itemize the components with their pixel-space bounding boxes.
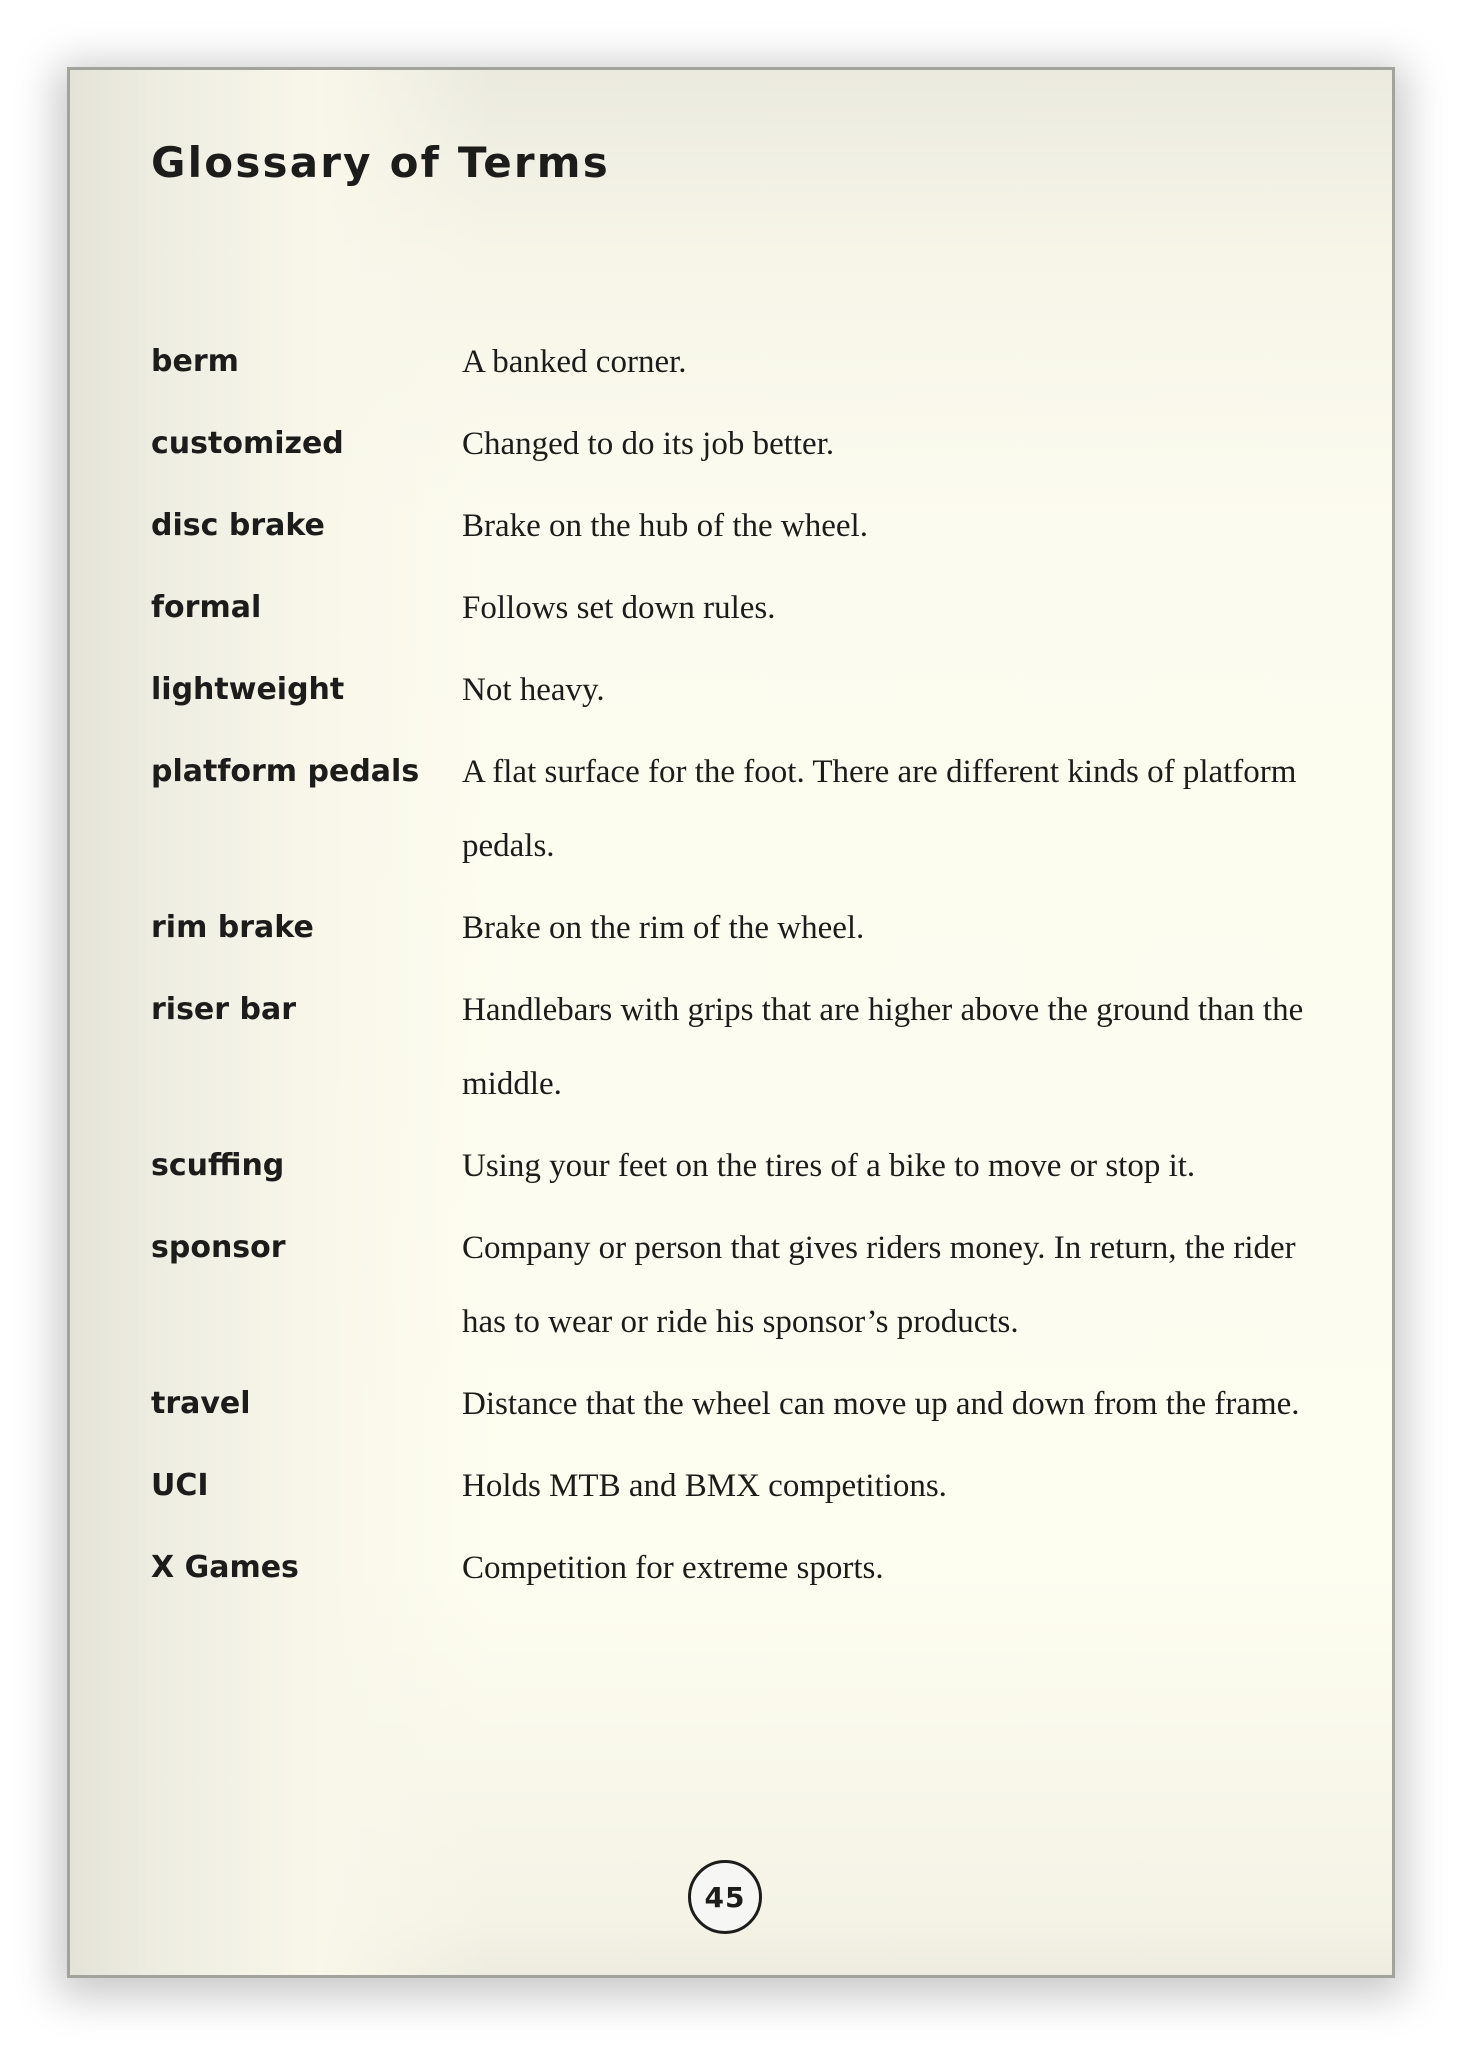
glossary-definition: Using your feet on the tires of a bike to move or stop it. bbox=[462, 1148, 1196, 1184]
glossary-term: disc brake bbox=[151, 508, 325, 543]
glossary-term: formal bbox=[151, 590, 262, 625]
glossary-list bbox=[151, 325, 1331, 1613]
glossary-entry bbox=[151, 891, 1331, 965]
glossary-term: X Games bbox=[151, 1550, 299, 1585]
glossary-entry bbox=[151, 325, 1331, 399]
glossary-entry bbox=[151, 653, 1331, 727]
glossary-term: travel bbox=[151, 1386, 251, 1421]
book-page bbox=[67, 67, 1395, 1978]
glossary-term: scuffing bbox=[151, 1148, 285, 1183]
glossary-term: berm bbox=[151, 344, 239, 379]
glossary-entry bbox=[151, 1449, 1331, 1523]
glossary-definition: A banked corner. bbox=[462, 344, 687, 380]
glossary-term: rim brake bbox=[151, 910, 314, 945]
glossary-definition: Competition for extreme sports. bbox=[462, 1550, 884, 1586]
glossary-definition: Distance that the wheel can move up and down from the frame. bbox=[462, 1386, 1300, 1422]
glossary-entry bbox=[151, 571, 1331, 645]
glossary-definition: Brake on the rim of the wheel. bbox=[462, 910, 865, 946]
glossary-term: platform pedals bbox=[151, 754, 420, 789]
glossary-entry bbox=[151, 973, 1331, 1121]
glossary-definition: Holds MTB and BMX competitions. bbox=[462, 1468, 947, 1504]
glossary-entry bbox=[151, 1129, 1331, 1203]
glossary-definition: Not heavy. bbox=[462, 672, 605, 708]
glossary-entry bbox=[151, 1531, 1331, 1605]
glossary-definition: Brake on the hub of the wheel. bbox=[462, 508, 868, 544]
glossary-definition: Handlebars with grips that are higher above the ground than the middle. bbox=[462, 992, 1304, 1102]
glossary-entry bbox=[151, 407, 1331, 481]
glossary-definition: Changed to do its job better. bbox=[462, 426, 835, 462]
glossary-entry bbox=[151, 735, 1331, 883]
glossary-definition: Company or person that gives riders money. In return, the rider has to wear or ride his sponsor’s products. bbox=[462, 1230, 1296, 1340]
glossary-term: customized bbox=[151, 426, 344, 461]
page-title: Glossary of Terms bbox=[151, 138, 610, 187]
glossary-term: UCI bbox=[151, 1468, 209, 1503]
glossary-entry bbox=[151, 1211, 1331, 1359]
glossary-entry bbox=[151, 489, 1331, 563]
glossary-entry bbox=[151, 1367, 1331, 1441]
glossary-definition: A flat surface for the foot. There are different kinds of platform pedals. bbox=[462, 754, 1297, 864]
glossary-term: riser bar bbox=[151, 992, 297, 1027]
glossary-definition: Follows set down rules. bbox=[462, 590, 776, 626]
glossary-term: lightweight bbox=[151, 672, 345, 707]
glossary-term: sponsor bbox=[151, 1230, 286, 1265]
page-number-badge: 45 bbox=[688, 1860, 762, 1934]
